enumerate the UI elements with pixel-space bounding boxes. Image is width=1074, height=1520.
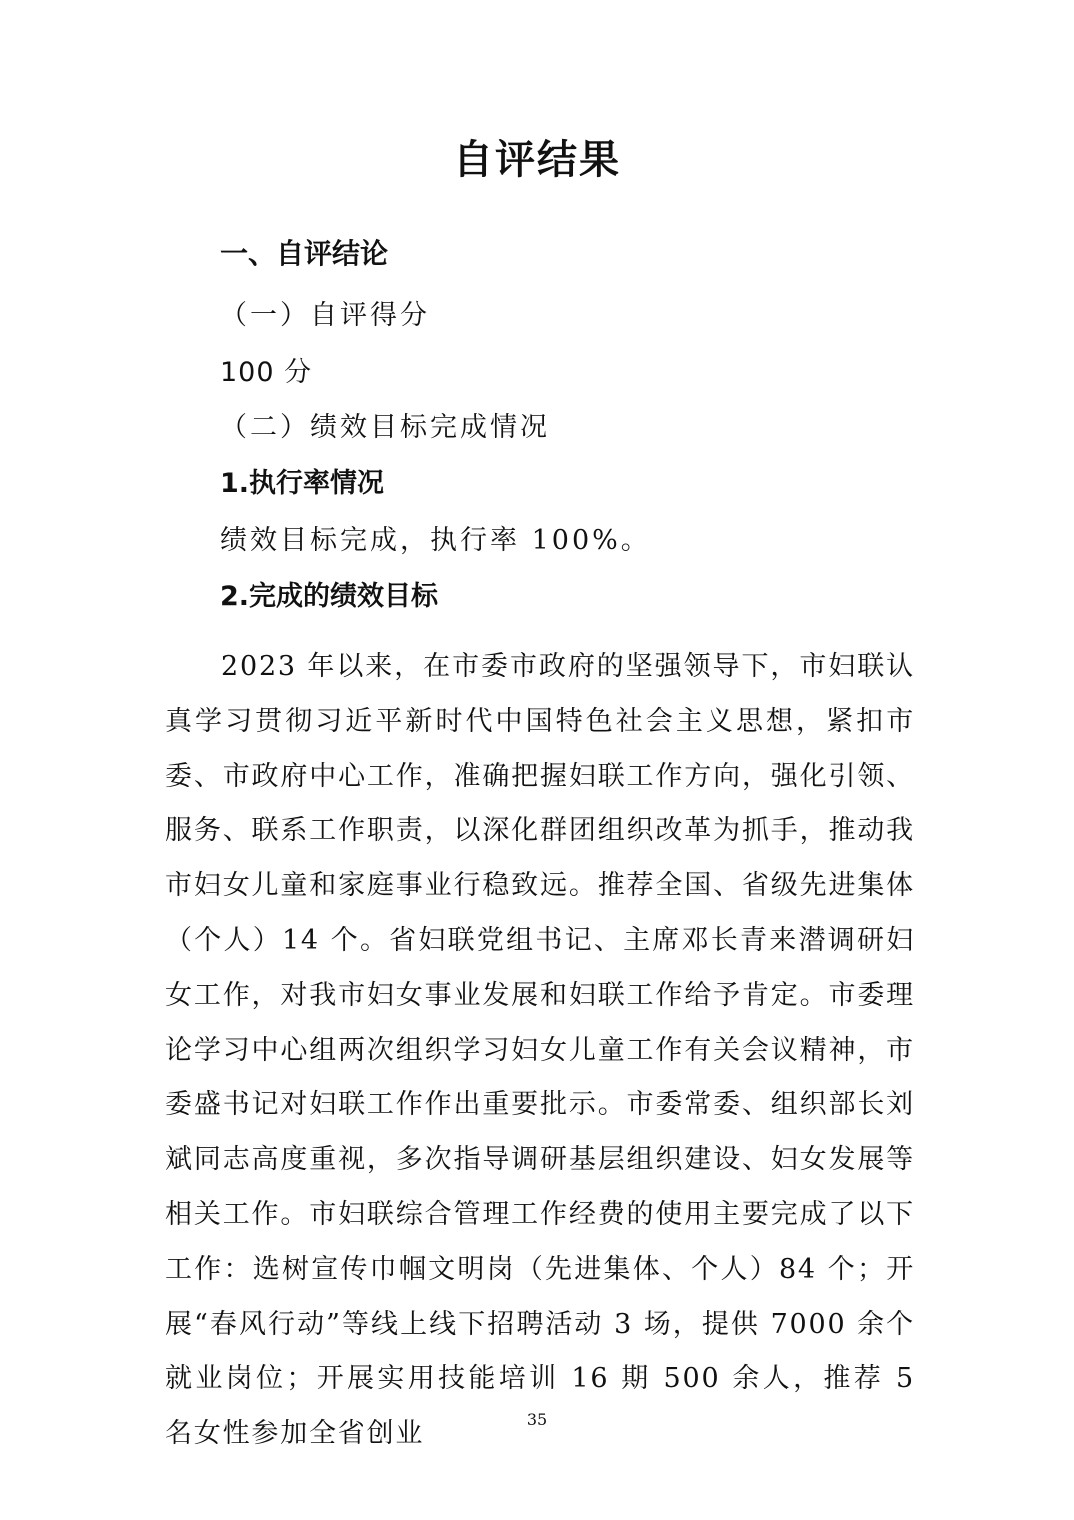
- section-heading-self-evaluation-conclusion: 一、自评结论: [220, 237, 389, 270]
- page-title: 自评结果: [453, 136, 621, 183]
- subheading-self-evaluation-score: （一）自评得分: [220, 300, 430, 331]
- page-number: 35: [526, 1410, 548, 1429]
- item-heading-completed-goals: 2.完成的绩效目标: [220, 581, 439, 612]
- item-heading-execution-rate: 1.执行率情况: [220, 468, 385, 499]
- body-paragraph: 2023 年以来，在市委市政府的坚强领导下，市妇联认真学习贯彻习近平新时代中国特色社会主义思想，紧扣市委、市政府中心工作，准确把握妇联工作方向，强化引领、服务、联系工作职责，以深化群团组织改革为抓手，推动我市妇女儿童和家庭事业行稳致远。推荐全国、省级先进集体（个人）14 个。省妇联党组书记、主席邓长青来潜调研妇女工作，对我市妇女事业发展和妇联工作给予肯定。市委理论学习中心组两次组织学习妇女儿童工作有关会议精神，市委盛书记对妇联工作作出重要批示。市委常委、组织部长刘斌同志高度重视，多次指导调研基层组织建设、妇女发展等相关工作。市妇联综合管理工作经费的使用主要完成了以下工作：选树宣传巾帼文明岗（先进集体、个人）84 个；开展“春风行动”等线上线下招聘活动 3 场，提供 7000 余个就业岗位；开展实用技能培训 16 期 500 余人，推荐 5 名女性参加全省创业: [165, 651, 915, 1450]
- execution-rate-text: 绩效目标完成，执行率 100%。: [220, 525, 651, 556]
- subheading-performance-goals: （二）绩效目标完成情况: [220, 412, 550, 443]
- score-value: 100 分: [220, 357, 313, 388]
